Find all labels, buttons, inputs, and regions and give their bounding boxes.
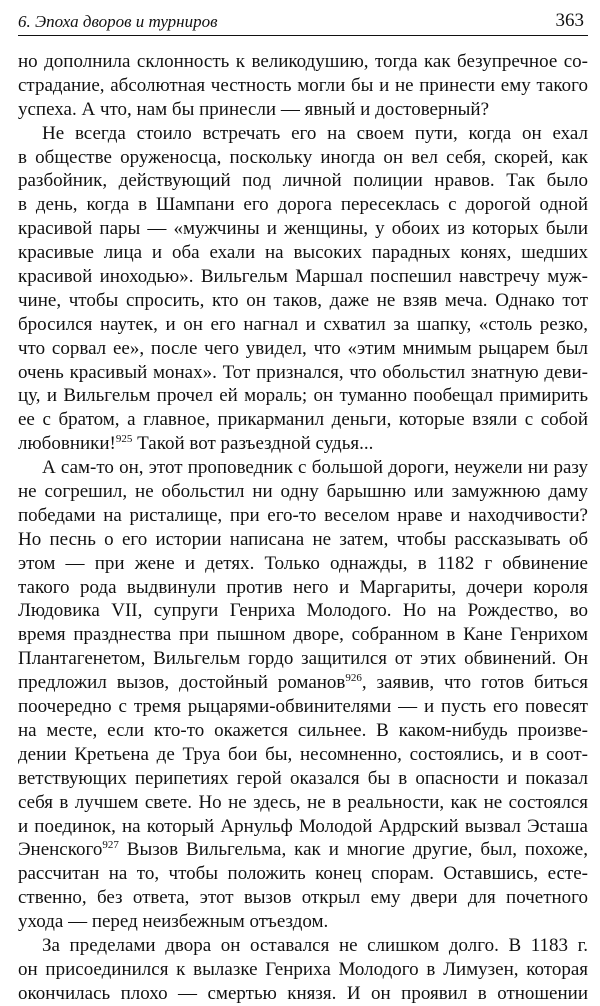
text-line: красивой иноходью». Вильгельм Маршал поспешил навстречу муж- <box>18 266 588 288</box>
text-line: в день, когда в Шампани его дорога пересеклась с дорогой одной <box>18 194 588 216</box>
text-line: страдание, абсолютная честность могли бы и не принести ему такого <box>18 74 588 96</box>
text-line: Не всегда стоило встречать его на своем пути, когда он ехал <box>42 122 588 144</box>
text-line: Но песнь о его истории написана не затем, чтобы рассказывать об <box>18 528 588 550</box>
text-line: ственно, без ответа, этот вызов открыл ему двери для почетного <box>18 887 588 909</box>
text-line: что сорвал ее», после чего увидел, что «этим мнимым рыцарем был <box>18 337 588 359</box>
text-line: ветствующих перипетиях герой оказался бы в опасности и показал <box>18 767 588 789</box>
text-fragment: , заявив, что готов биться <box>361 672 588 694</box>
text-line: красивые лица и оба ехали на высоких парадных конях, шедших <box>18 242 588 264</box>
header-rule <box>18 35 588 36</box>
text-line: поочередно с тремя рыцарями-обвинителями — и пусть его повесят <box>18 696 588 718</box>
text-fragment: предложил вызов, достойный романов <box>18 672 346 694</box>
text-line: Людовика VII, супруги Генриха Молодого. Но на Рождество, во <box>18 600 588 622</box>
text-line: и поединок, на который Арнульф Молодой Ардрский вызвал Эсташа <box>18 815 588 837</box>
text-line: дении Кретьена де Труа бои бы, несомненно, состоялись, и в соот- <box>18 743 588 765</box>
text-line: Плантагенетом, Вильгельм гордо защитился от этих обвинений. Он <box>18 648 588 670</box>
text-line: время празднества при пышном дворе, собранном в Кане Генрихом <box>18 624 588 646</box>
text-line: красивой пары — «мужчины и женщины, у обоих из которых были <box>18 218 588 240</box>
text-line: ее с братом, а главное, прикарманил деньги, которые взяли с собой <box>18 409 588 431</box>
text-line: окончилась плохо — смертью князя. И он проявил в отношении <box>18 982 588 1004</box>
text-line: этом — при жене и детях. Только однажды, в 1182 г обвинение <box>18 552 588 574</box>
footnote-ref[interactable]: 927 <box>102 839 119 852</box>
text-line: А сам-то он, этот проповедник с большой дороги, неужели ни разу <box>42 457 588 479</box>
text-line: За пределами двора он оставался не слишком долго. В 1183 г. <box>42 934 588 956</box>
text-line: в обществе оруженосца, поскольку иногда он вел себя, скорей, как <box>18 146 588 168</box>
text-line: но дополнила склонность к великодушию, тогда как безупречное со- <box>18 51 588 72</box>
footnote-ref[interactable]: 925 <box>115 433 133 446</box>
text-line: он присоединился к вылазке Генриха Молодого в Лимузен, которая <box>18 958 588 980</box>
text-line: не согрешил, не обольстил ни одну барышню или замужнюю даму <box>18 481 588 503</box>
text-line: такого рода выдвинули против него и Маргариты, дочери короля <box>18 576 588 598</box>
text-line: успеха. А что, нам бы принесли — явный и достоверный? <box>18 98 490 120</box>
text-line <box>18 432 588 456</box>
page-number: 363 <box>555 10 584 31</box>
text-fragment: Вызов Вильгельма, как и многие другие, был, похоже, <box>118 839 588 861</box>
text-line: себя в лучшем свете. Но не здесь, не в реальности, как не состоялся <box>18 791 588 813</box>
chapter-title: 6. Эпоха дворов и турниров <box>18 12 218 31</box>
text-fragment: Эненского <box>18 839 103 861</box>
text-line: рассчитан на то, чтобы положить конец спорам. Оставшись, есте- <box>18 863 588 885</box>
text-line: очень красивый монах». Тот признался, что обольстил знатную деви- <box>18 361 588 383</box>
text-line: разбойник, действующий под личной полиции нравов. Так было <box>18 170 588 192</box>
text-line: бросился наутек, и он его нагнал и схватил за шапку, «столь резко, <box>18 313 588 335</box>
text-line: на месте, если кто-то окажется сильнее. В каком-нибудь произве- <box>18 719 588 741</box>
text-line <box>18 671 588 695</box>
text-line: чине, чтобы спросить, кто он таков, даже не взяв меча. Однако тот <box>18 289 588 311</box>
body-text <box>18 50 588 1006</box>
footnote-ref[interactable]: 926 <box>345 672 362 685</box>
text-line: ухода — перед неизбежным отъездом. <box>18 911 329 933</box>
text-line <box>18 838 588 862</box>
running-head <box>18 8 588 38</box>
text-fragment: Такой вот разъездной судья... <box>132 433 374 455</box>
text-line: победами на ристалище, при его-то веселом нраве и находчивости? <box>18 504 588 526</box>
text-fragment: любовники! <box>18 433 116 455</box>
text-line: цу, и Вильгельм прочел ей мораль; он туманно пообещал примирить <box>18 385 588 407</box>
